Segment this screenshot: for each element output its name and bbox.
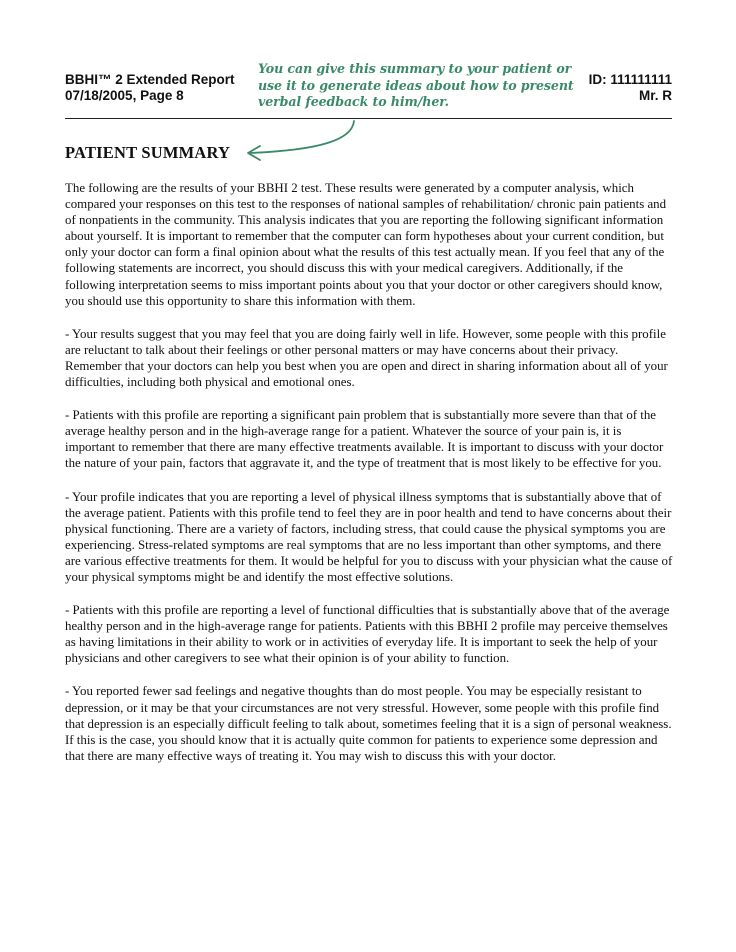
summary-paragraph: - Patients with this profile are reporting a level of functional difficulties that is substantially above that of the average healthy person and in the high-average range for patients. Patients with this BBHI 2 profile may perceive themselves as having limitations in their ability to work or in activities of everyday life. It is important to seek the help of your physicians and other caregivers to see what their opinion is of your ability to function.: [65, 603, 670, 666]
summary-paragraph: - You reported fewer sad feelings and negative thoughts than do most people. You may be especially resistant to depression, or it may be that your circumstances are not very stressful. However, some people with this profile find that depression is an especially difficult feeling to talk about, sometimes feeling that it is a sign of personal weakness. If this is the case, you should know that it is actually quite common for patients to experience some depression and that there are many effective ways of treating it. You may wish to discuss this with your doctor.: [65, 684, 672, 763]
report-date-page: 07/18/2005, Page 8: [65, 88, 184, 103]
report-header-right: [589, 72, 672, 104]
patient-id: ID: 111111111: [588, 72, 672, 87]
summary-paragraph: - Your profile indicates that you are reporting a level of physical illness symptoms that is substantially above that of the average patient. Patients with this profile tend to feel they are in poor health and tend to have concerns about their physical functioning. There are a variety of factors, including stress, that could cause the physical symptoms you are experiencing. Stress-related symptoms are real symptoms that are no less important than other symptoms, and there are various effective treatments for them. It would be helpful for you to discuss with your physician what the cause of your physical symptoms might be and identify the most effective solutions.: [65, 489, 673, 584]
patient-name: Mr. R: [638, 88, 672, 103]
summary-body: [65, 180, 673, 781]
summary-paragraph: The following are the results of your BBHI 2 test. These results were generated by a computer analysis, which compared your responses on this test to the responses of national samples of rehabilitation/ chronic pain patients and of nonpatients in the community. This analysis indicates that you are reporting the following significant information about yourself. It is important to remember that the computer can form hypotheses about your current condition, but only your doctor can form a final opinion about what the results of this test actually mean. If you feel that any of the following statements are incorrect, you should discuss this with your medical caregivers. Additionally, if the following interpretation seems to miss important points about you that your doctor or other caregivers should know, you should use this opportunity to share this information with them.: [65, 181, 667, 308]
clinician-annotation-note: You can give this summary to your patient or use it to generate ideas about how to present verbal feedback to him/her.: [258, 61, 574, 109]
report-title: BBHI™ 2 Extended Report: [65, 72, 235, 87]
section-title: PATIENT SUMMARY: [65, 143, 231, 162]
report-header-left: [65, 72, 235, 104]
summary-paragraph: - Your results suggest that you may feel that you are doing fairly well in life. However, some people with this profile are reluctant to talk about their feelings or other personal matters or may have concerns about their privacy. Remember that your doctors can help you best when you are open and direct in sharing information about all of your difficulties, including both physical and emotional ones.: [65, 326, 668, 390]
summary-paragraph: - Patients with this profile are reporting a significant pain problem that is substantially more severe than that of the average healthy person and in the high-average range for a patient. Whatever the source of your pain is, it is important to remember that there are many effective treatments available. It is important to discuss with your doctor the nature of your pain, factors that aggravate it, and the type of treatment that is most likely to be effective for you.: [65, 408, 664, 471]
header-divider: [65, 118, 672, 119]
